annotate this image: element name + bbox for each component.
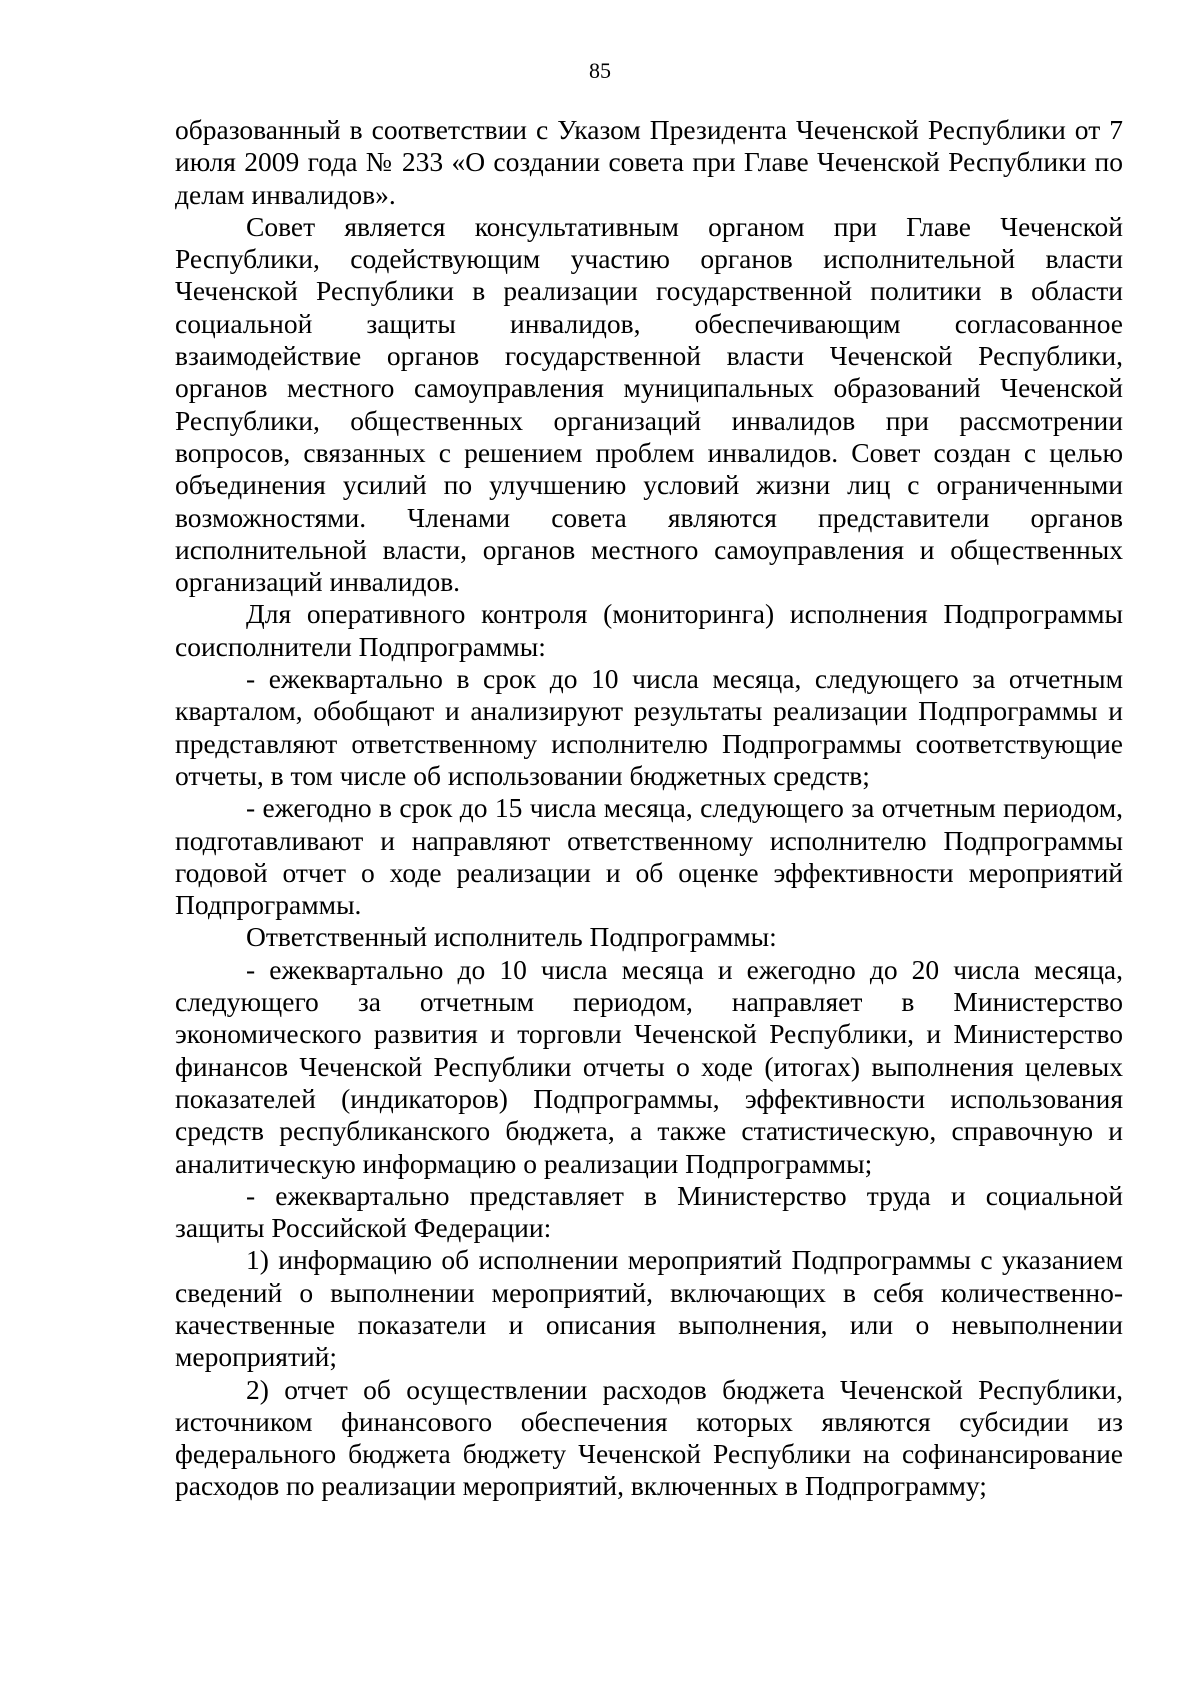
paragraph-9: 1) информацию об исполнении мероприятий Подпрограммы с указанием сведений о выполнении мероприятий, включающих в себя количественно-качественные показатели и описания выполнения, или о невыполнении мероприятий; bbox=[175, 1244, 1123, 1373]
paragraph-7: - ежеквартально до 10 числа месяца и ежегодно до 20 числа месяца, следующего за отчетным периодом, направляет в Министерство экономического развития и торговли Чеченской Республики, и Министерство финансов Чеченской Республики отчеты о ходе (итогах) выполнения целевых показателей (индикаторов) Подпрограммы, эффективности использования средств республиканского бюджета, а также статистическую, справочную и аналитическую информацию о реализации Подпрограммы; bbox=[175, 953, 1123, 1179]
paragraph-4: - ежеквартально в срок до 10 числа месяца, следующего за отчетным кварталом, обобщают и анализируют результаты реализации Подпрограммы и представляют ответственному исполнителю Подпрограммы соответствующие отчеты, в том числе об использовании бюджетных средств; bbox=[175, 663, 1123, 791]
page-number: 85 bbox=[589, 58, 611, 83]
paragraph-2: Совет является консультативным органом при Главе Чеченской Республики, содействующим участию органов исполнительной власти Чеченской Республики в реализации государственной политики в области социальной защиты инвалидов, обеспечивающим согласованное взаимодействие органов государственной власти Чеченской Республики, органов местного самоуправления муниципальных образований Чеченской Республики, общественных организаций инвалидов при рассмотрении вопросов, связанных с решением проблем инвалидов. Совет создан с целью объединения усилий по улучшению условий жизни лиц с ограниченными возможностями. Членами совета являются представители органов исполнительной власти, органов местного самоуправления и общественных организаций инвалидов. bbox=[175, 210, 1123, 598]
document-body bbox=[175, 114, 1123, 1503]
paragraph-5: - ежегодно в срок до 15 числа месяца, следующего за отчетным периодом, подготавливают и направляют ответственному исполнителю Подпрограммы годовой отчет о ходе реализации и об оценке эффективности мероприятий Подпрограммы. bbox=[175, 792, 1123, 921]
paragraph-10: 2) отчет об осуществлении расходов бюджета Чеченской Республики, источником финансового обеспечения которых являются субсидии из федерального бюджета бюджету Чеченской Республики на софинансирование расходов по реализации мероприятий, включенных в Подпрограмму; bbox=[175, 1373, 1123, 1502]
paragraph-8: - ежеквартально представляет в Министерство труда и социальной защиты Российской Федерации: bbox=[175, 1179, 1123, 1244]
paragraph-6: Ответственный исполнитель Подпрограммы: bbox=[246, 921, 777, 953]
paragraph-1: образованный в соответствии с Указом Президента Чеченской Республики от 7 июля 2009 года № 233 «О создании совета при Главе Чеченской Республики по делам инвалидов». bbox=[175, 114, 1123, 210]
paragraph-3: Для оперативного контроля (мониторинга) исполнения Подпрограммы соисполнители Подпрограммы: bbox=[175, 598, 1123, 662]
